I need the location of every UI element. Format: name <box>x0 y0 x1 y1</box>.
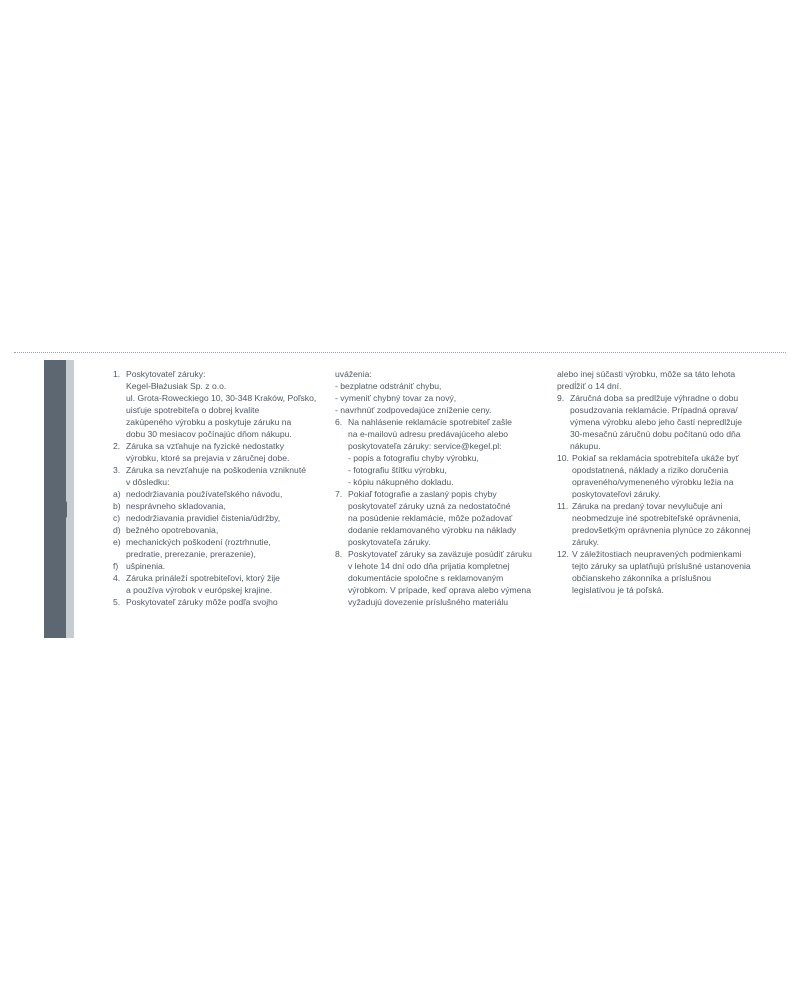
warranty-item <box>113 512 318 524</box>
warranty-item-line: občianskeho zákonníka a príslušnou <box>572 573 712 583</box>
warranty-item-line: výrobkom. V prípade, keď oprava alebo výmena <box>348 585 531 595</box>
warranty-item <box>335 416 540 488</box>
warranty-item <box>113 488 318 500</box>
warranty-item <box>335 488 540 548</box>
warranty-item-line: uisťuje spotrebiteľa o dobrej kvalite <box>126 405 260 415</box>
warranty-item-line: dodanie reklamovaného výrobku na náklady <box>348 525 517 535</box>
warranty-item-line: v dôsledku: <box>126 477 170 487</box>
warranty-item-line: V záležitostiach neupravených podmienkami <box>572 549 742 559</box>
warranty-item-marker: 12. <box>557 549 569 559</box>
warranty-item-line: - vymeniť chybný tovar za nový, <box>335 393 457 403</box>
warranty-item-marker: 1. <box>113 369 121 379</box>
warranty-item-line: výmena výrobku alebo jeho častí nepredlžuje <box>570 417 742 427</box>
warranty-item-marker: f) <box>113 561 119 571</box>
section-tab <box>14 360 88 638</box>
warranty-item-line: alebo inej súčasti výrobku, môže sa táto lehota <box>557 369 736 379</box>
warranty-item-line: - bezplatne odstrániť chybu, <box>335 381 442 391</box>
warranty-item-line: poskytovateľovi záruky. <box>572 489 661 499</box>
warranty-item <box>557 452 769 500</box>
warranty-item <box>113 560 318 572</box>
warranty-item-line: poskytovateľa záruky. <box>348 537 431 547</box>
warranty-item-marker: 3. <box>113 465 121 475</box>
warranty-item <box>557 548 769 596</box>
warranty-item <box>557 392 769 452</box>
warranty-item-line: - popis a fotografiu chyby výrobku, <box>348 453 479 463</box>
warranty-item-line: výrobku, ktoré sa prejavia v záručnej dobe. <box>126 453 290 463</box>
warranty-item-line: Poskytovateľ záruky sa zaväzuje posúdiť záruku <box>348 549 532 559</box>
warranty-item-marker: c) <box>113 513 121 523</box>
warranty-item <box>113 368 318 440</box>
warranty-item-marker: b) <box>113 501 121 511</box>
warranty-item-line: predĺžiť o 14 dní. <box>557 381 622 391</box>
warranty-item-line: Pokiaľ fotografie a zaslaný popis chyby <box>348 489 497 499</box>
warranty-item-line: predratie, prerezanie, prerazenie), <box>126 549 256 559</box>
warranty-months-unit: mesiacov <box>54 532 66 574</box>
warranty-item-line: ul. Grota-Roweckiego 10, 30-348 Kraków, Poľsko, <box>126 393 317 403</box>
warranty-column-3 <box>557 368 769 596</box>
warranty-item-line: predovšetkým oprávnenia plynúce zo zákonnej <box>572 525 751 535</box>
top-divider <box>14 352 786 353</box>
flag-icon: SK <box>54 501 67 518</box>
warranty-item-line: dobu 30 mesiacov počínajúc dňom nákupu. <box>126 429 292 439</box>
warranty-item-line: Poskytovateľ záruky môže podľa svojho <box>126 597 278 607</box>
tab-label-group <box>45 355 75 595</box>
warranty-item <box>113 500 318 512</box>
warranty-item-marker: 8. <box>335 549 343 559</box>
warranty-item <box>335 368 540 416</box>
warranty-item-line: Kegel-Błażusiak Sp. z o.o. <box>126 381 227 391</box>
warranty-item-line: legislatívou je tá poľská. <box>572 585 664 595</box>
warranty-item <box>113 572 318 596</box>
warranty-item-line: Poskytovateľ záruky: <box>126 369 206 379</box>
warranty-item-marker: 10. <box>557 453 569 463</box>
warranty-item-marker: 7. <box>335 489 343 499</box>
warranty-item-line: Záruka sa nevzťahuje na poškodenia vzniknuté <box>126 465 306 475</box>
warranty-item-line: nedodržiavania používateľského návodu, <box>126 489 283 499</box>
warranty-item-line: uváženia: <box>335 369 372 379</box>
warranty-item-line: na e-mailovú adresu predávajúceho alebo <box>348 429 509 439</box>
warranty-item-line: Záruka sa vzťahuje na fyzické nedostatky <box>126 441 284 451</box>
warranty-item <box>113 536 318 560</box>
warranty-item-line: dokumentácie spoločne s reklamovaným <box>348 573 504 583</box>
warranty-item-line: posudzovania reklamácie. Prípadná oprava/ <box>570 405 738 415</box>
warranty-item-marker: 4. <box>113 573 121 583</box>
warranty-item-line: nákupu. <box>570 441 601 451</box>
warranty-item-line: 30-mesačnú záručnú dobu počítanú odo dňa <box>570 429 741 439</box>
warranty-item-marker: 9. <box>557 393 565 403</box>
warranty-item <box>113 440 318 464</box>
warranty-item-line: - navrhnúť zodpovedajúce zníženie ceny. <box>335 405 492 415</box>
warranty-item-line: - fotografiu štítku výrobku, <box>348 465 447 475</box>
warranty-item-line: zakúpeného výrobku a poskytuje záruku na <box>126 417 292 427</box>
warranty-item-line: Záručná doba sa predlžuje výhradne o dobu <box>570 393 739 403</box>
warranty-item <box>557 500 769 548</box>
warranty-item <box>113 464 318 488</box>
warranty-item-marker: e) <box>113 537 121 547</box>
warranty-item-marker: a) <box>113 489 121 499</box>
warranty-item-line: poskytovateľ záruky uzná za nedostatočné <box>348 501 511 511</box>
warranty-item-line: záruky. <box>572 537 600 547</box>
warranty-item-marker: 11. <box>557 501 569 511</box>
warranty-item-line: bežného opotrebovania, <box>126 525 219 535</box>
warranty-item-marker: d) <box>113 525 121 535</box>
warranty-item-line: ušpinenia. <box>126 561 166 571</box>
warranty-item-line: Pokiaľ sa reklamácia spotrebiteľa ukáže byť <box>572 453 739 463</box>
warranty-item-line: Záruka prináleží spotrebiteľovi, ktorý žije <box>126 573 280 583</box>
warranty-item-line: nesprávneho skladovania, <box>126 501 226 511</box>
warranty-item-marker: 6. <box>335 417 343 427</box>
warranty-item-line: Záruka na predaný tovar nevylučuje ani <box>572 501 723 511</box>
warranty-item-marker: 5. <box>113 597 121 607</box>
warranty-item-line: opraveného/vymeneného výrobku ležia na <box>572 477 734 487</box>
warranty-item-line: na posúdenie reklamácie, môže požadovať <box>348 513 513 523</box>
warranty-item <box>335 548 540 608</box>
warranty-item-line: nedodržiavania pravidiel čistenia/údržby, <box>126 513 281 523</box>
warranty-item <box>557 368 769 392</box>
warranty-item-line: tejto záruky sa uplatňujú príslušné ustanovenia <box>572 561 751 571</box>
warranty-column-1 <box>113 368 318 608</box>
tab-title: ZÁRUKA <box>52 433 68 497</box>
warranty-item-line: Na nahlásenie reklamácie spotrebiteľ zašle <box>348 417 512 427</box>
warranty-item <box>113 596 318 608</box>
warranty-item-line: poskytovateľa záruky: service@kegel.pl: <box>348 441 502 451</box>
warranty-item-line: opodstatnená, náklady a riziko doručenia <box>572 465 729 475</box>
warranty-months-number: 30 <box>51 577 69 595</box>
warranty-item-line: mechanických poškodení (roztrhnutie, <box>126 537 271 547</box>
warranty-item-line: - kópiu nákupného dokladu. <box>348 477 454 487</box>
warranty-item-line: v lehote 14 dní odo dňa prijatia kompletnej <box>348 561 510 571</box>
warranty-item <box>113 524 318 536</box>
warranty-item-marker: 2. <box>113 441 121 451</box>
warranty-item-line: vyžadujú dovezenie príslušného materiálu <box>348 597 509 607</box>
warranty-item-line: neobmedzuje iné spotrebiteľské oprávnenia, <box>572 513 741 523</box>
warranty-item-line: a používa výrobok v európskej krajine. <box>126 585 273 595</box>
warranty-column-2 <box>335 368 540 608</box>
